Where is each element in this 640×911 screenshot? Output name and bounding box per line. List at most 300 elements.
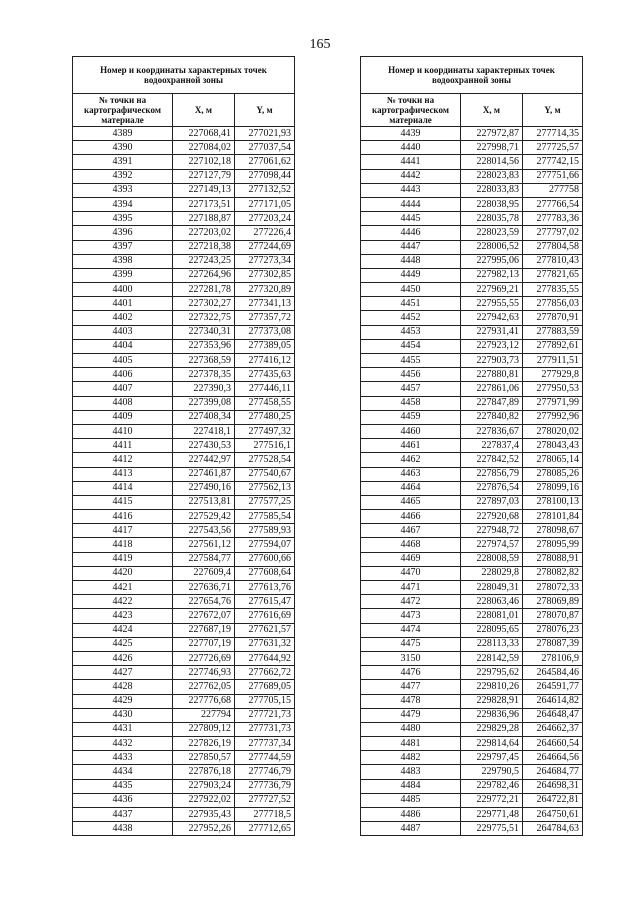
x-coordinate-cell: 227762,05 [173, 680, 235, 694]
y-coordinate-cell: 277644,92 [235, 651, 295, 665]
x-coordinate-cell: 227529,42 [173, 510, 235, 524]
point-number-cell: 4457 [361, 382, 461, 396]
point-number-cell: 4443 [361, 183, 461, 197]
y-coordinate-cell: 278087,39 [523, 637, 583, 651]
table-row [73, 325, 295, 339]
x-coordinate-cell: 227102,18 [173, 155, 235, 169]
table-row [73, 183, 295, 197]
y-coordinate-cell: 264614,82 [523, 694, 583, 708]
table-row [361, 808, 583, 822]
x-coordinate-cell: 227672,07 [173, 609, 235, 623]
table-row [73, 439, 295, 453]
table-row [361, 183, 583, 197]
point-number-cell: 4454 [361, 339, 461, 353]
table-row [73, 822, 295, 836]
y-coordinate-cell: 277821,65 [523, 268, 583, 282]
y-coordinate-cell: 277341,13 [235, 297, 295, 311]
x-coordinate-cell: 227826,19 [173, 737, 235, 751]
table-row [361, 637, 583, 651]
y-coordinate-cell: 278085,26 [523, 467, 583, 481]
x-coordinate-cell: 227322,75 [173, 311, 235, 325]
point-number-cell: 4462 [361, 453, 461, 467]
table-row [361, 283, 583, 297]
point-number-cell: 4453 [361, 325, 461, 339]
x-coordinate-cell: 228008,59 [461, 552, 523, 566]
table-row [361, 268, 583, 282]
table-row [73, 566, 295, 580]
point-number-cell: 4400 [73, 283, 173, 297]
x-coordinate-cell: 227856,79 [461, 467, 523, 481]
point-number-cell: 4442 [361, 169, 461, 183]
point-number-cell: 4419 [73, 552, 173, 566]
point-number-cell: 4469 [361, 552, 461, 566]
point-number-cell: 4408 [73, 396, 173, 410]
column-header-point: № точки на картографическом материале [361, 94, 461, 127]
point-number-cell: 4426 [73, 651, 173, 665]
table-row [361, 467, 583, 481]
y-coordinate-cell: 277497,32 [235, 424, 295, 438]
table-row [361, 666, 583, 680]
x-coordinate-cell: 228006,52 [461, 240, 523, 254]
y-coordinate-cell: 277098,44 [235, 169, 295, 183]
x-coordinate-cell: 227368,59 [173, 354, 235, 368]
x-coordinate-cell: 227903,24 [173, 779, 235, 793]
x-coordinate-cell: 227903,73 [461, 354, 523, 368]
x-coordinate-cell: 227931,41 [461, 325, 523, 339]
table-row [73, 410, 295, 424]
point-number-cell: 4477 [361, 680, 461, 694]
table-row [73, 169, 295, 183]
table-row [73, 141, 295, 155]
x-coordinate-cell: 228081,01 [461, 609, 523, 623]
point-number-cell: 4468 [361, 538, 461, 552]
point-number-cell: 4435 [73, 779, 173, 793]
table-row [73, 637, 295, 651]
x-coordinate-cell: 227840,82 [461, 410, 523, 424]
point-number-cell: 4447 [361, 240, 461, 254]
table-row [73, 595, 295, 609]
y-coordinate-cell: 264684,77 [523, 765, 583, 779]
column-header-point: № точки на картографическом материале [73, 94, 173, 127]
point-number-cell: 4467 [361, 524, 461, 538]
x-coordinate-cell: 227636,71 [173, 581, 235, 595]
table-row [361, 254, 583, 268]
table-row [73, 495, 295, 509]
table-row [361, 694, 583, 708]
point-number-cell: 4395 [73, 212, 173, 226]
point-number-cell: 4437 [73, 808, 173, 822]
y-coordinate-cell: 277742,15 [523, 155, 583, 169]
y-coordinate-cell: 277613,76 [235, 581, 295, 595]
table-row [361, 779, 583, 793]
x-coordinate-cell: 227378,35 [173, 368, 235, 382]
point-number-cell: 4436 [73, 793, 173, 807]
table-row [73, 240, 295, 254]
y-coordinate-cell: 278101,84 [523, 510, 583, 524]
point-number-cell: 4414 [73, 481, 173, 495]
x-coordinate-cell: 227897,03 [461, 495, 523, 509]
point-number-cell: 4458 [361, 396, 461, 410]
x-coordinate-cell: 227920,68 [461, 510, 523, 524]
point-number-cell: 4473 [361, 609, 461, 623]
point-number-cell: 4479 [361, 708, 461, 722]
x-coordinate-cell: 228035,78 [461, 212, 523, 226]
y-coordinate-cell: 278088,91 [523, 552, 583, 566]
point-number-cell: 4481 [361, 737, 461, 751]
y-coordinate-cell: 264664,56 [523, 751, 583, 765]
point-number-cell: 4439 [361, 127, 461, 141]
table-row [361, 651, 583, 665]
x-coordinate-cell: 227876,18 [173, 765, 235, 779]
x-coordinate-cell: 228029,8 [461, 566, 523, 580]
x-coordinate-cell: 227955,55 [461, 297, 523, 311]
table-row [361, 169, 583, 183]
x-coordinate-cell: 229797,45 [461, 751, 523, 765]
table-row [361, 396, 583, 410]
table-row [361, 595, 583, 609]
table-row [361, 127, 583, 141]
table-row [361, 793, 583, 807]
table-row [73, 751, 295, 765]
x-coordinate-cell: 229771,48 [461, 808, 523, 822]
y-coordinate-cell: 278098,67 [523, 524, 583, 538]
x-coordinate-cell: 227687,19 [173, 623, 235, 637]
table-row [361, 481, 583, 495]
table-row [73, 396, 295, 410]
x-coordinate-cell: 227390,3 [173, 382, 235, 396]
point-number-cell: 4445 [361, 212, 461, 226]
x-coordinate-cell: 227982,13 [461, 268, 523, 282]
y-coordinate-cell: 277804,58 [523, 240, 583, 254]
table-row [73, 453, 295, 467]
table-row [73, 737, 295, 751]
x-coordinate-cell: 227969,21 [461, 283, 523, 297]
y-coordinate-cell: 277992,96 [523, 410, 583, 424]
x-coordinate-cell: 227935,43 [173, 808, 235, 822]
x-coordinate-cell: 228033,83 [461, 183, 523, 197]
y-coordinate-cell: 277892,61 [523, 339, 583, 353]
table-row [361, 197, 583, 211]
x-coordinate-cell: 227850,57 [173, 751, 235, 765]
y-coordinate-cell: 277835,55 [523, 283, 583, 297]
column-header-x: X, м [461, 94, 523, 127]
x-coordinate-cell: 227952,26 [173, 822, 235, 836]
point-number-cell: 4429 [73, 694, 173, 708]
table-row [361, 453, 583, 467]
table-row [361, 524, 583, 538]
y-coordinate-cell: 277736,79 [235, 779, 295, 793]
x-coordinate-cell: 227513,81 [173, 495, 235, 509]
y-coordinate-cell: 277273,34 [235, 254, 295, 268]
point-number-cell: 4405 [73, 354, 173, 368]
x-coordinate-cell: 229810,26 [461, 680, 523, 694]
point-number-cell: 4406 [73, 368, 173, 382]
y-coordinate-cell: 277594,07 [235, 538, 295, 552]
point-number-cell: 4422 [73, 595, 173, 609]
coordinates-table-right [360, 56, 583, 836]
x-coordinate-cell: 227243,25 [173, 254, 235, 268]
table-main-header: Номер и координаты характерных точек водоохранной зоны [361, 57, 583, 94]
table-main-header: Номер и координаты характерных точек водоохранной зоны [73, 57, 295, 94]
point-number-cell: 4417 [73, 524, 173, 538]
table-row [361, 765, 583, 779]
x-coordinate-cell: 228049,31 [461, 581, 523, 595]
point-number-cell: 4415 [73, 495, 173, 509]
table-row [73, 623, 295, 637]
y-coordinate-cell: 277203,24 [235, 212, 295, 226]
point-number-cell: 4397 [73, 240, 173, 254]
y-coordinate-cell: 277528,54 [235, 453, 295, 467]
x-coordinate-cell: 228063,46 [461, 595, 523, 609]
table-row [361, 212, 583, 226]
x-coordinate-cell: 228023,59 [461, 226, 523, 240]
table-row [73, 311, 295, 325]
table-row [73, 268, 295, 282]
y-coordinate-cell: 277302,85 [235, 268, 295, 282]
point-number-cell: 4425 [73, 637, 173, 651]
table-row [361, 155, 583, 169]
y-coordinate-cell: 277689,05 [235, 680, 295, 694]
column-header-x: X, м [173, 94, 235, 127]
x-coordinate-cell: 227188,87 [173, 212, 235, 226]
y-coordinate-cell: 277712,65 [235, 822, 295, 836]
y-coordinate-cell: 264591,77 [523, 680, 583, 694]
x-coordinate-cell: 229828,91 [461, 694, 523, 708]
y-coordinate-cell: 264660,54 [523, 737, 583, 751]
y-coordinate-cell: 277718,5 [235, 808, 295, 822]
y-coordinate-cell: 277731,73 [235, 722, 295, 736]
point-number-cell: 4484 [361, 779, 461, 793]
y-coordinate-cell: 277911,51 [523, 354, 583, 368]
table-row [361, 297, 583, 311]
x-coordinate-cell: 227442,97 [173, 453, 235, 467]
y-coordinate-cell: 278106,9 [523, 651, 583, 665]
table-row [73, 552, 295, 566]
point-number-cell: 4410 [73, 424, 173, 438]
table-row [361, 141, 583, 155]
point-number-cell: 4441 [361, 155, 461, 169]
point-number-cell: 4433 [73, 751, 173, 765]
y-coordinate-cell: 277783,36 [523, 212, 583, 226]
y-coordinate-cell: 277446,11 [235, 382, 295, 396]
table-row [361, 339, 583, 353]
y-coordinate-cell: 277929,8 [523, 368, 583, 382]
y-coordinate-cell: 278043,43 [523, 439, 583, 453]
table-row [73, 524, 295, 538]
y-coordinate-cell: 277950,53 [523, 382, 583, 396]
point-number-cell: 4446 [361, 226, 461, 240]
point-number-cell: 4476 [361, 666, 461, 680]
y-coordinate-cell: 277621,57 [235, 623, 295, 637]
y-coordinate-cell: 277435,63 [235, 368, 295, 382]
x-coordinate-cell: 227203,02 [173, 226, 235, 240]
y-coordinate-cell: 277458,55 [235, 396, 295, 410]
table-row [361, 354, 583, 368]
y-coordinate-cell: 277226,4 [235, 226, 295, 240]
point-number-cell: 4428 [73, 680, 173, 694]
table-row [361, 410, 583, 424]
table-row [73, 793, 295, 807]
x-coordinate-cell: 229782,46 [461, 779, 523, 793]
point-number-cell: 4413 [73, 467, 173, 481]
table-row [361, 552, 583, 566]
y-coordinate-cell: 278095,99 [523, 538, 583, 552]
y-coordinate-cell: 277751,66 [523, 169, 583, 183]
x-coordinate-cell: 227490,16 [173, 481, 235, 495]
table-row [73, 424, 295, 438]
point-number-cell: 4394 [73, 197, 173, 211]
table-row [73, 779, 295, 793]
table-row [361, 708, 583, 722]
point-number-cell: 4389 [73, 127, 173, 141]
y-coordinate-cell: 277577,25 [235, 495, 295, 509]
x-coordinate-cell: 227837,4 [461, 439, 523, 453]
table-row [361, 325, 583, 339]
y-coordinate-cell: 278070,87 [523, 609, 583, 623]
y-coordinate-cell: 277600,66 [235, 552, 295, 566]
table-row [361, 751, 583, 765]
y-coordinate-cell: 277021,93 [235, 127, 295, 141]
x-coordinate-cell: 229814,64 [461, 737, 523, 751]
point-number-cell: 4448 [361, 254, 461, 268]
table-row [73, 694, 295, 708]
page-number: 165 [309, 37, 331, 52]
y-coordinate-cell: 277416,12 [235, 354, 295, 368]
x-coordinate-cell: 227776,68 [173, 694, 235, 708]
table-row [361, 581, 583, 595]
point-number-cell: 4478 [361, 694, 461, 708]
point-number-cell: 4412 [73, 453, 173, 467]
x-coordinate-cell: 227461,87 [173, 467, 235, 481]
x-coordinate-cell: 227340,31 [173, 325, 235, 339]
x-coordinate-cell: 229790,5 [461, 765, 523, 779]
table-row [73, 127, 295, 141]
point-number-cell: 4487 [361, 822, 461, 836]
point-number-cell: 4427 [73, 666, 173, 680]
point-number-cell: 4423 [73, 609, 173, 623]
point-number-cell: 4431 [73, 722, 173, 736]
point-number-cell: 4409 [73, 410, 173, 424]
x-coordinate-cell: 227746,93 [173, 666, 235, 680]
y-coordinate-cell: 277540,67 [235, 467, 295, 481]
y-coordinate-cell: 277870,91 [523, 311, 583, 325]
x-coordinate-cell: 227842,52 [461, 453, 523, 467]
y-coordinate-cell: 277737,34 [235, 737, 295, 751]
x-coordinate-cell: 229775,51 [461, 822, 523, 836]
x-coordinate-cell: 227418,1 [173, 424, 235, 438]
point-number-cell: 4472 [361, 595, 461, 609]
table-row [73, 808, 295, 822]
y-coordinate-cell: 277373,08 [235, 325, 295, 339]
point-number-cell: 4424 [73, 623, 173, 637]
y-coordinate-cell: 264648,47 [523, 708, 583, 722]
y-coordinate-cell: 277132,52 [235, 183, 295, 197]
table-row [73, 354, 295, 368]
x-coordinate-cell: 229829,28 [461, 722, 523, 736]
point-number-cell: 4486 [361, 808, 461, 822]
x-coordinate-cell: 228014,56 [461, 155, 523, 169]
point-number-cell: 4392 [73, 169, 173, 183]
x-coordinate-cell: 227127,79 [173, 169, 235, 183]
y-coordinate-cell: 278099,16 [523, 481, 583, 495]
y-coordinate-cell: 277389,05 [235, 339, 295, 353]
point-number-cell: 4399 [73, 268, 173, 282]
y-coordinate-cell: 277357,72 [235, 311, 295, 325]
x-coordinate-cell: 227847,89 [461, 396, 523, 410]
table-row [73, 382, 295, 396]
y-coordinate-cell: 277480,25 [235, 410, 295, 424]
point-number-cell: 4449 [361, 268, 461, 282]
y-coordinate-cell: 277705,15 [235, 694, 295, 708]
y-coordinate-cell: 278069,89 [523, 595, 583, 609]
table-row [73, 212, 295, 226]
y-coordinate-cell: 277171,05 [235, 197, 295, 211]
point-number-cell: 4451 [361, 297, 461, 311]
y-coordinate-cell: 277631,32 [235, 637, 295, 651]
x-coordinate-cell: 227923,12 [461, 339, 523, 353]
y-coordinate-cell: 278065,14 [523, 453, 583, 467]
point-number-cell: 4444 [361, 197, 461, 211]
table-row [361, 822, 583, 836]
x-coordinate-cell: 227880,81 [461, 368, 523, 382]
x-coordinate-cell: 227998,71 [461, 141, 523, 155]
point-number-cell: 4438 [73, 822, 173, 836]
x-coordinate-cell: 227974,57 [461, 538, 523, 552]
point-number-cell: 4465 [361, 495, 461, 509]
table-row [361, 510, 583, 524]
y-coordinate-cell: 277585,54 [235, 510, 295, 524]
table-row [73, 481, 295, 495]
x-coordinate-cell: 227543,56 [173, 524, 235, 538]
x-coordinate-cell: 229772,21 [461, 793, 523, 807]
point-number-cell: 4404 [73, 339, 173, 353]
point-number-cell: 4471 [361, 581, 461, 595]
x-coordinate-cell: 227654,76 [173, 595, 235, 609]
x-coordinate-cell: 227809,12 [173, 722, 235, 736]
point-number-cell: 4474 [361, 623, 461, 637]
table-row [73, 297, 295, 311]
x-coordinate-cell: 227836,67 [461, 424, 523, 438]
x-coordinate-cell: 227707,19 [173, 637, 235, 651]
table-row [73, 254, 295, 268]
y-coordinate-cell: 264784,63 [523, 822, 583, 836]
table-row [361, 439, 583, 453]
x-coordinate-cell: 227794 [173, 708, 235, 722]
table-row [73, 666, 295, 680]
x-coordinate-cell: 227218,38 [173, 240, 235, 254]
x-coordinate-cell: 227942,63 [461, 311, 523, 325]
x-coordinate-cell: 227561,12 [173, 538, 235, 552]
x-coordinate-cell: 229836,96 [461, 708, 523, 722]
table-row [361, 538, 583, 552]
column-header-y: Y, м [523, 94, 583, 127]
table-row [361, 368, 583, 382]
y-coordinate-cell: 277797,02 [523, 226, 583, 240]
y-coordinate-cell: 277562,13 [235, 481, 295, 495]
y-coordinate-cell: 277037,54 [235, 141, 295, 155]
y-coordinate-cell: 278082,82 [523, 566, 583, 580]
table-row [73, 226, 295, 240]
table-row [361, 566, 583, 580]
point-number-cell: 4463 [361, 467, 461, 481]
x-coordinate-cell: 228023,83 [461, 169, 523, 183]
table-row [73, 467, 295, 481]
table-row [73, 283, 295, 297]
x-coordinate-cell: 227876,54 [461, 481, 523, 495]
point-number-cell: 4401 [73, 297, 173, 311]
table-row [361, 623, 583, 637]
table-row [361, 722, 583, 736]
